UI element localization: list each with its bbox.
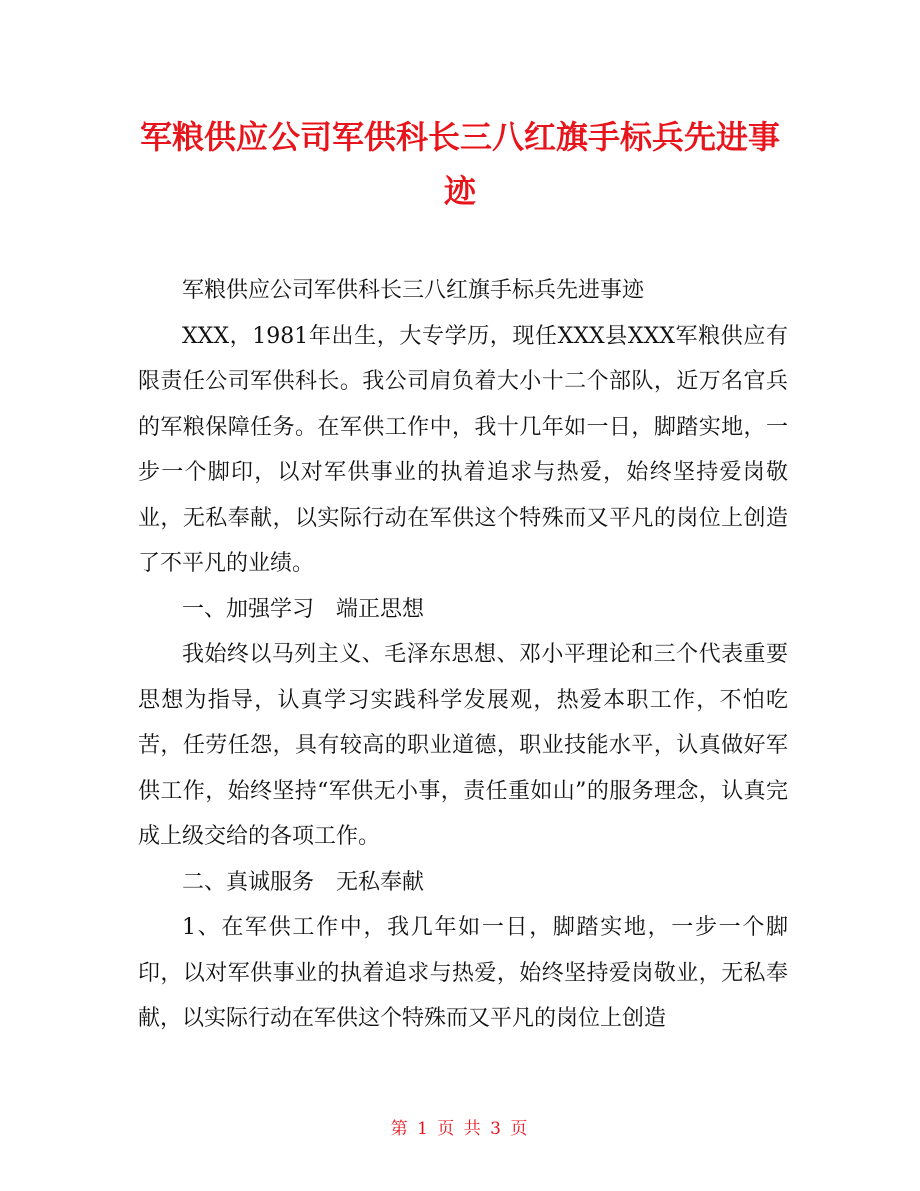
section-1-paragraph: 我始终以马列主义、毛泽东思想、邓小平理论和三个代表重要思想为指导，认真学习实践科学发展观，热爱本职工作，不怕吃苦，任劳任怨，具有较高的职业道德，职业技能水平，认真做好军供工作，始终坚持“军供无小事，责任重如山”的服务理念，认真完成上级交给的各项工作。 bbox=[138, 642, 788, 849]
intro-paragraph: XXX，1981年出生，大专学历，现任XXX县XXX军粮供应有限责任公司军供科长。我公司肩负着大小十二个部队，近万名官兵的军粮保障任务。在军供工作中，我十几年如一日，脚踏实地，一步一个脚印，以对军供事业的执着追求与热爱，始终坚持爱岗敬业，无私奉献，以实际行动在军供这个特殊而又平凡的岗位上创造了不平凡的业绩。 bbox=[138, 323, 788, 576]
section-heading-1: 一、加强学习 端正思想 bbox=[182, 596, 425, 622]
document-title: 军粮供应公司军供科长三八红旗手标兵先进事迹 bbox=[139, 118, 780, 210]
document-body bbox=[138, 268, 788, 1042]
page-number-label: 第 1 页 共 3 页 bbox=[390, 1119, 530, 1139]
subtitle-paragraph: 军粮供应公司军供科长三八红旗手标兵先进事迹 bbox=[182, 278, 645, 303]
section-heading-2: 二、真诚服务 无私奉献 bbox=[182, 869, 425, 895]
page-footer bbox=[0, 1114, 920, 1139]
section-2-paragraph: 1、在军供工作中，我几年如一日，脚踏实地，一步一个脚印，以对军供事业的执着追求与热爱，始终坚持爱岗敬业，无私奉献，以实际行动在军供这个特殊而又平凡的岗位上创造 bbox=[138, 915, 788, 1031]
